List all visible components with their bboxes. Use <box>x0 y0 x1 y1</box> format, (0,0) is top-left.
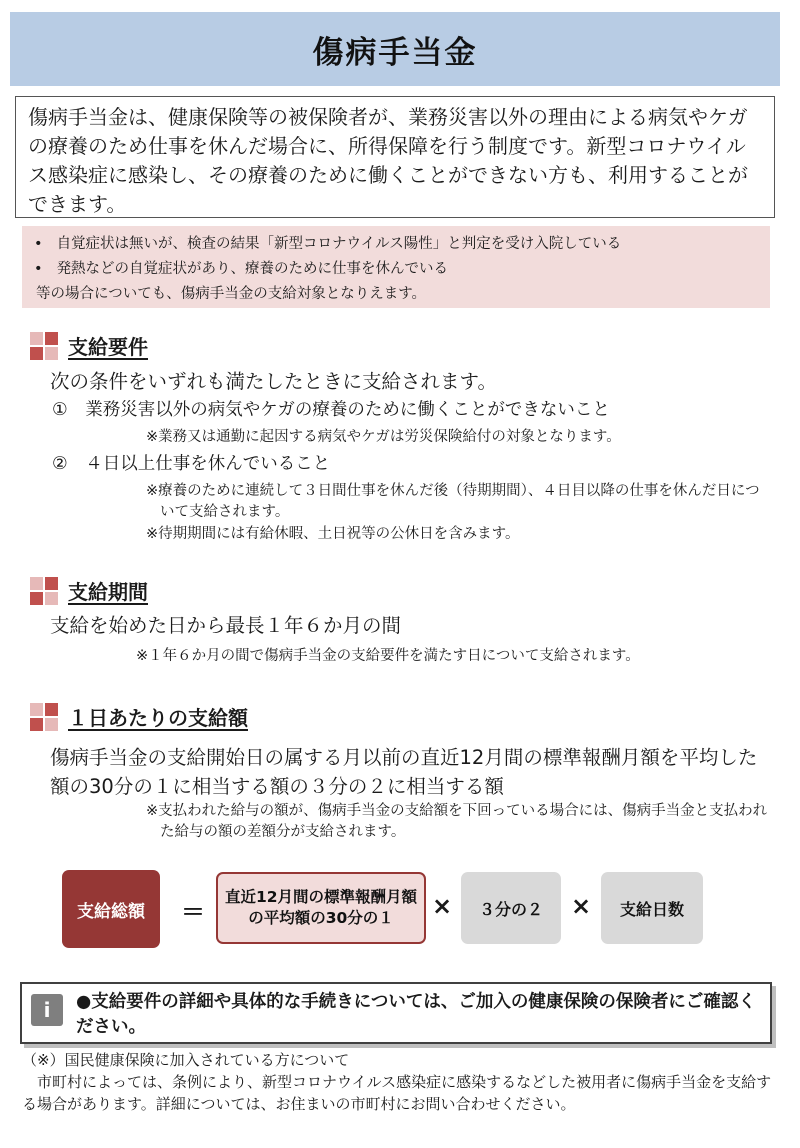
intro-text: 傷病手当金は、健康保険等の被保険者が、業務災害以外の理由による病気やケガの療養のため仕事を休んだ場合に、所得保障を行う制度です。新型コロナウイルス感染症に感染し、その療養のために働くことができない方も、利用することができます。 <box>28 105 748 216</box>
period-heading <box>30 576 148 605</box>
formula-times: × <box>571 892 592 920</box>
condition-1-note: ※業務又は通勤に起因する病気やケガは労災保険給付の対象となります。 <box>146 429 621 445</box>
formula-average-box: 直近12月間の標準報酬月額の平均額の30分の１ <box>216 872 426 944</box>
requirements-title: 支給要件 <box>68 335 148 359</box>
footer <box>22 1049 782 1115</box>
formula-equals: ＝ <box>181 898 205 926</box>
case-item: • 発熱などの自覚症状があり、療養のために仕事を休んでいる <box>34 257 758 282</box>
info-icon: i <box>31 994 63 1026</box>
info-box <box>20 982 772 1044</box>
cases-box <box>22 226 770 308</box>
section-squares-icon <box>30 703 58 731</box>
condition-1: ① 業務災害以外の病気やケガの療養のために働くことができないこと <box>52 400 610 420</box>
period-note: ※１年６か月の間で傷病手当金の支給要件を満たす日について支給されます。 <box>136 648 640 664</box>
formula <box>0 868 800 950</box>
amount-heading <box>30 702 248 731</box>
formula-days-box: 支給日数 <box>601 872 703 944</box>
requirements-heading <box>30 331 148 360</box>
title-banner <box>10 12 780 86</box>
section-squares-icon <box>30 577 58 605</box>
period-title: 支給期間 <box>68 580 148 604</box>
cases-list <box>34 232 758 282</box>
condition-2: ② ４日以上仕事を休んでいること <box>52 454 331 474</box>
cases-note: 等の場合についても、傷病手当金の支給対象となりえます。 <box>36 286 427 302</box>
formula-total-box: 支給総額 <box>62 870 160 948</box>
footer-body: 市町村によっては、条例により、新型コロナウイルス感染症に感染するなどした被用者に傷病手当金を支給する場合があります。詳細については、お住まいの市町村にお問い合わせください。 <box>22 1073 772 1113</box>
requirements-lead: 次の条件をいずれも満たしたときに支給されます。 <box>50 370 497 393</box>
amount-title: １日あたりの支給額 <box>68 706 248 730</box>
period-lead: 支給を始めた日から最長１年６か月の間 <box>50 614 402 637</box>
formula-times: × <box>432 892 453 920</box>
amount-lead: 傷病手当金の支給開始日の属する月以前の直近12月間の標準報酬月額を平均した額の30分の１に相当する額の３分の２に相当する額 <box>50 746 758 798</box>
footer-heading: （※）国民健康保険に加入されている方について <box>22 1051 350 1069</box>
formula-two-thirds-box: ３分の２ <box>461 872 561 944</box>
condition-2-note-2: ※待期期間には有給休暇、土日祝等の公休日を含みます。 <box>146 526 520 542</box>
info-text: ●支給要件の詳細や具体的な手続きについては、ご加入の健康保険の保険者にご確認ください。 <box>76 992 756 1037</box>
section-squares-icon <box>30 332 58 360</box>
amount-note: ※支払われた給与の額が、傷病手当金の支給額を下回っている場合には、傷病手当金と支払われた給与の額の差額分が支給されます。 <box>146 803 768 840</box>
page-title: 傷病手当金 <box>312 34 478 71</box>
intro-box <box>15 96 775 218</box>
condition-2-note-1: ※療養のために連続して３日間仕事を休んだ後（待期期間）、４日目以降の仕事を休んだ日について支給されます。 <box>146 483 760 520</box>
case-item: • 自覚症状は無いが、検査の結果「新型コロナウイルス陽性」と判定を受け入院している <box>34 232 758 257</box>
